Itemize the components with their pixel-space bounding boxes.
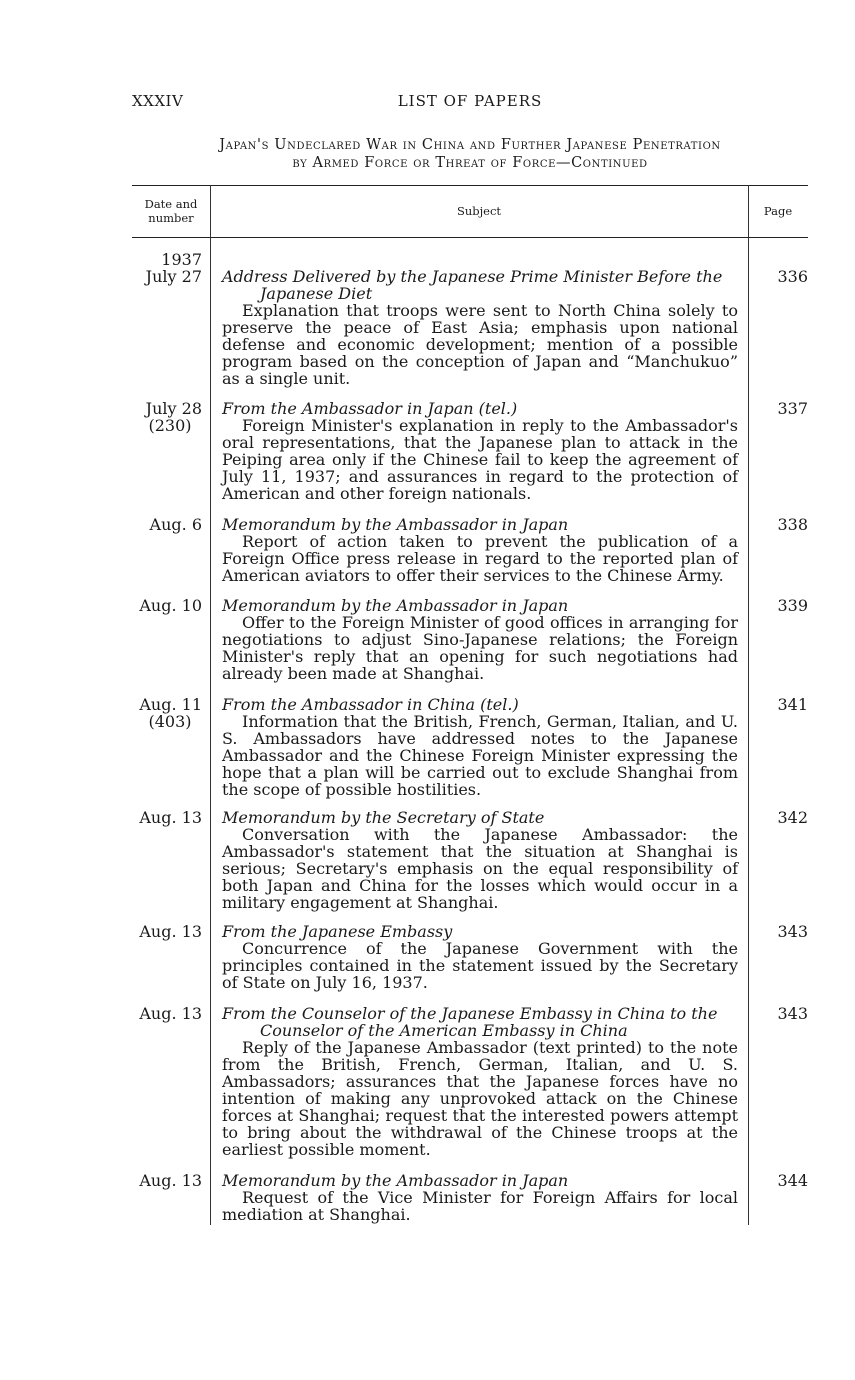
entry-date xyxy=(132,809,202,826)
entry-page: 339 xyxy=(777,596,808,615)
entry-page: 341 xyxy=(777,695,808,714)
entry-subject xyxy=(222,696,738,798)
entry-number: (403) xyxy=(148,712,192,731)
entry-date xyxy=(132,696,202,730)
entry-subject xyxy=(222,400,738,502)
table-header-rule xyxy=(132,237,808,238)
entry-page: 336 xyxy=(777,267,808,286)
entry-date-value: Aug. 10 xyxy=(139,596,202,615)
entry-year: 1937 xyxy=(161,250,202,269)
entry-title: Memorandum by the Secretary of State xyxy=(222,808,545,827)
running-title: LIST OF PAPERS xyxy=(397,92,543,110)
entry-title: From the Ambassador in China (tel.) xyxy=(222,695,519,714)
entry-title: From the Japanese Embassy xyxy=(222,922,453,941)
entry-title: Memorandum by the Ambassador in Japan xyxy=(222,596,569,615)
entry-subject xyxy=(222,1005,738,1158)
entry-description: Explanation that troops were sent to North China solely to preserve the peace of East Asia; emphasis upon national defense and economic development; mention of a possible program based on the conception of Japan and “Manchukuo” as a single unit. xyxy=(222,301,738,388)
entry-subject xyxy=(222,809,738,911)
entry-number: (230) xyxy=(148,416,192,435)
entry-date xyxy=(132,1005,202,1022)
entry-title: From the Counselor of the Japanese Embassy in China to the Counselor of the American Embassy in China xyxy=(222,1004,718,1040)
entry-date-value: July 27 xyxy=(145,267,202,286)
page-column-divider xyxy=(748,185,749,1225)
entry-subject xyxy=(222,597,738,682)
entry-subject xyxy=(222,1172,738,1223)
entry-date-value: Aug. 13 xyxy=(139,1171,202,1190)
entry-description: Reply of the Japanese Ambassador (text printed) to the note from the British, French, German, Italian, and U. S. Ambassadors; assurances that the Japanese forces have no intention of making any unprovoked attack on the Chinese forces at Shanghai; request that the interested powers attempt to bring about the withdrawal of the Chinese troops at the earliest possible moment. xyxy=(222,1038,738,1159)
entry-title: Address Delivered by the Japanese Prime Minister Before the Japanese Diet xyxy=(222,267,723,303)
column-header-page: Page xyxy=(763,204,793,218)
entry-date-value: Aug. 6 xyxy=(149,515,202,534)
entry-title: From the Ambassador in Japan (tel.) xyxy=(222,399,518,418)
entry-description: Information that the British, French, German, Italian, and U. S. Ambassadors have addressed notes to the Japanese Ambassador and the Chinese Foreign Minister expressing the hope that a plan will be carried out to exclude Shanghai from the scope of possible hostilities. xyxy=(222,712,738,799)
entry-description: Request of the Vice Minister for Foreign Affairs for local mediation at Shanghai. xyxy=(222,1188,738,1224)
entry-date-value: Aug. 13 xyxy=(139,922,202,941)
entry-page: 337 xyxy=(777,399,808,418)
entry-description: Foreign Minister's explanation in reply to the Ambassador's oral representations, that the Japanese plan to attack in the Peiping area only if the Chinese fail to keep the agreement of July 11, 1937; and assurances in regard to the protection of American and other foreign nationals. xyxy=(222,416,738,503)
entry-date-value: July 28 xyxy=(145,399,202,418)
entry-title: Memorandum by the Ambassador in Japan xyxy=(222,515,569,534)
entry-page: 338 xyxy=(777,515,808,534)
entry-page: 343 xyxy=(777,1004,808,1023)
entry-subject xyxy=(222,268,738,387)
entry-description: Conversation with the Japanese Ambassador: the Ambassador's statement that the situation at Shanghai is serious; Secretary's emphasis on the equal responsibility of both Japan and China for the losses which would occur in a military engagement at Shanghai. xyxy=(222,825,738,912)
entry-title: Memorandum by the Ambassador in Japan xyxy=(222,1171,569,1190)
column-header-subject: Subject xyxy=(456,204,502,218)
date-column-divider xyxy=(210,185,211,1225)
page-number: XXXIV xyxy=(132,92,184,110)
entry-date xyxy=(132,1172,202,1189)
entry-page: 344 xyxy=(777,1171,808,1190)
entry-page: 343 xyxy=(777,922,808,941)
entry-description: Report of action taken to prevent the publication of a Foreign Office press release in regard to the reported plan of American aviators to offer their services to the Chinese Army. xyxy=(222,532,738,585)
entry-date xyxy=(132,400,202,434)
section-title xyxy=(132,136,808,172)
entry-description: Concurrence of the Japanese Government with the principles contained in the statement issued by the Secretary of State on July 16, 1937. xyxy=(222,939,738,992)
section-title-line-1: Japan's Undeclared War in China and Further Japanese Penetration xyxy=(219,137,721,153)
section-title-line-2: by Armed Force or Threat of Force—Continued xyxy=(292,155,648,171)
entry-description: Offer to the Foreign Minister of good offices in arranging for negotiations to adjust Sino-Japanese relations; the Foreign Minister's reply that an opening for such negotiations had already been made at Shanghai. xyxy=(222,613,738,683)
entry-date xyxy=(132,597,202,614)
column-header-date: Date and number xyxy=(144,197,198,225)
entry-date xyxy=(132,516,202,533)
entry-subject xyxy=(222,923,738,991)
entry-subject xyxy=(222,516,738,584)
table-top-rule xyxy=(132,185,808,186)
running-head xyxy=(132,92,808,114)
entry-date-value: Aug. 13 xyxy=(139,808,202,827)
entry-date-value: Aug. 11 xyxy=(139,695,202,714)
entry-date xyxy=(132,251,202,285)
entry-date xyxy=(132,923,202,940)
entry-date-value: Aug. 13 xyxy=(139,1004,202,1023)
entry-page: 342 xyxy=(777,808,808,827)
